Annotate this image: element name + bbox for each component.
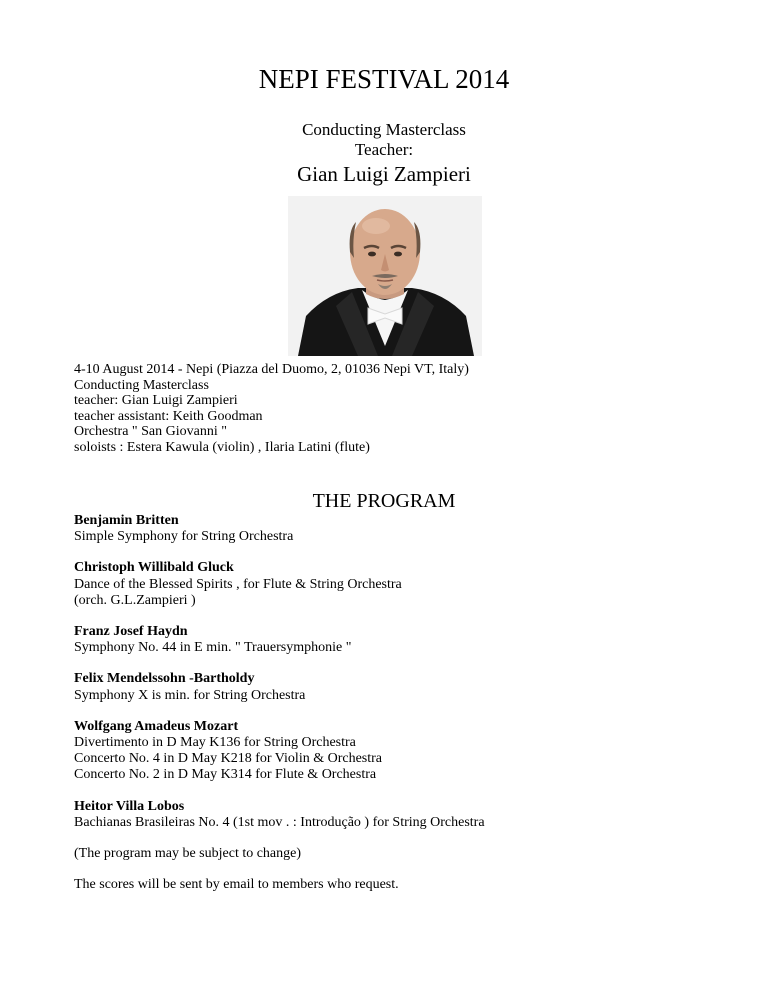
work-title: Concerto No. 2 in D May K314 for Flute & Orchestra	[74, 767, 377, 783]
program-list	[74, 513, 714, 908]
composer-name: Felix Mendelssohn -Bartholdy	[74, 671, 255, 687]
page-title: NEPI FESTIVAL 2014	[258, 64, 510, 94]
composer-block	[74, 560, 714, 609]
work-title: Symphony No. 44 in E min. " Trauersymphonie "	[74, 640, 352, 656]
teacher-name-heading: Gian Luigi Zampieri	[297, 162, 471, 186]
work-title: Bachianas Brasileiras No. 4 (1st mov . : Introdução ) for String Orchestra	[74, 814, 485, 830]
composer-block	[74, 799, 714, 831]
subtitle-teacher-label: Teacher:	[354, 140, 414, 159]
work-title: Simple Symphony for String Orchestra	[74, 529, 294, 545]
event-orchestra: Orchestra " San Giovanni "	[74, 424, 227, 440]
subtitle-block	[0, 120, 768, 187]
work-title: Dance of the Blessed Spirits , for Flute & String Orchestra	[74, 576, 402, 592]
event-date-location: 4-10 August 2014 - Nepi (Piazza del Duomo, 2, 01036 Nepi VT, Italy)	[74, 362, 469, 377]
program-heading: THE PROGRAM	[312, 490, 456, 512]
program-change-note: (The program may be subject to change)	[74, 846, 302, 862]
composer-name: Wolfgang Amadeus Mozart	[74, 718, 239, 734]
composer-name: Heitor Villa Lobos	[74, 798, 185, 814]
teacher-portrait-photo	[288, 196, 482, 356]
composer-name: Franz Josef Haydn	[74, 624, 188, 640]
work-title: (orch. G.L.Zampieri )	[74, 592, 196, 608]
scores-note: The scores will be sent by email to members who request.	[74, 877, 399, 893]
work-title: Divertimento in D May K136 for String Orchestra	[74, 735, 356, 751]
subtitle-masterclass: Conducting Masterclass	[302, 120, 466, 139]
composer-block	[74, 624, 714, 656]
event-soloists: soloists : Estera Kawula (violin) , Ilaria Latini (flute)	[74, 439, 370, 455]
composer-name: Benjamin Britten	[74, 513, 179, 528]
event-teacher-assistant: teacher assistant: Keith Goodman	[74, 408, 263, 424]
composer-block	[74, 671, 714, 703]
event-teacher: teacher: Gian Luigi Zampieri	[74, 393, 238, 409]
composer-name: Christoph Willibald Gluck	[74, 560, 234, 576]
event-info	[74, 362, 469, 456]
work-title: Concerto No. 4 in D May K218 for Violin & Orchestra	[74, 751, 383, 767]
work-title: Symphony X is min. for String Orchestra	[74, 687, 306, 703]
composer-block	[74, 513, 714, 545]
composer-block	[74, 719, 714, 784]
event-type: Conducting Masterclass	[74, 377, 209, 393]
